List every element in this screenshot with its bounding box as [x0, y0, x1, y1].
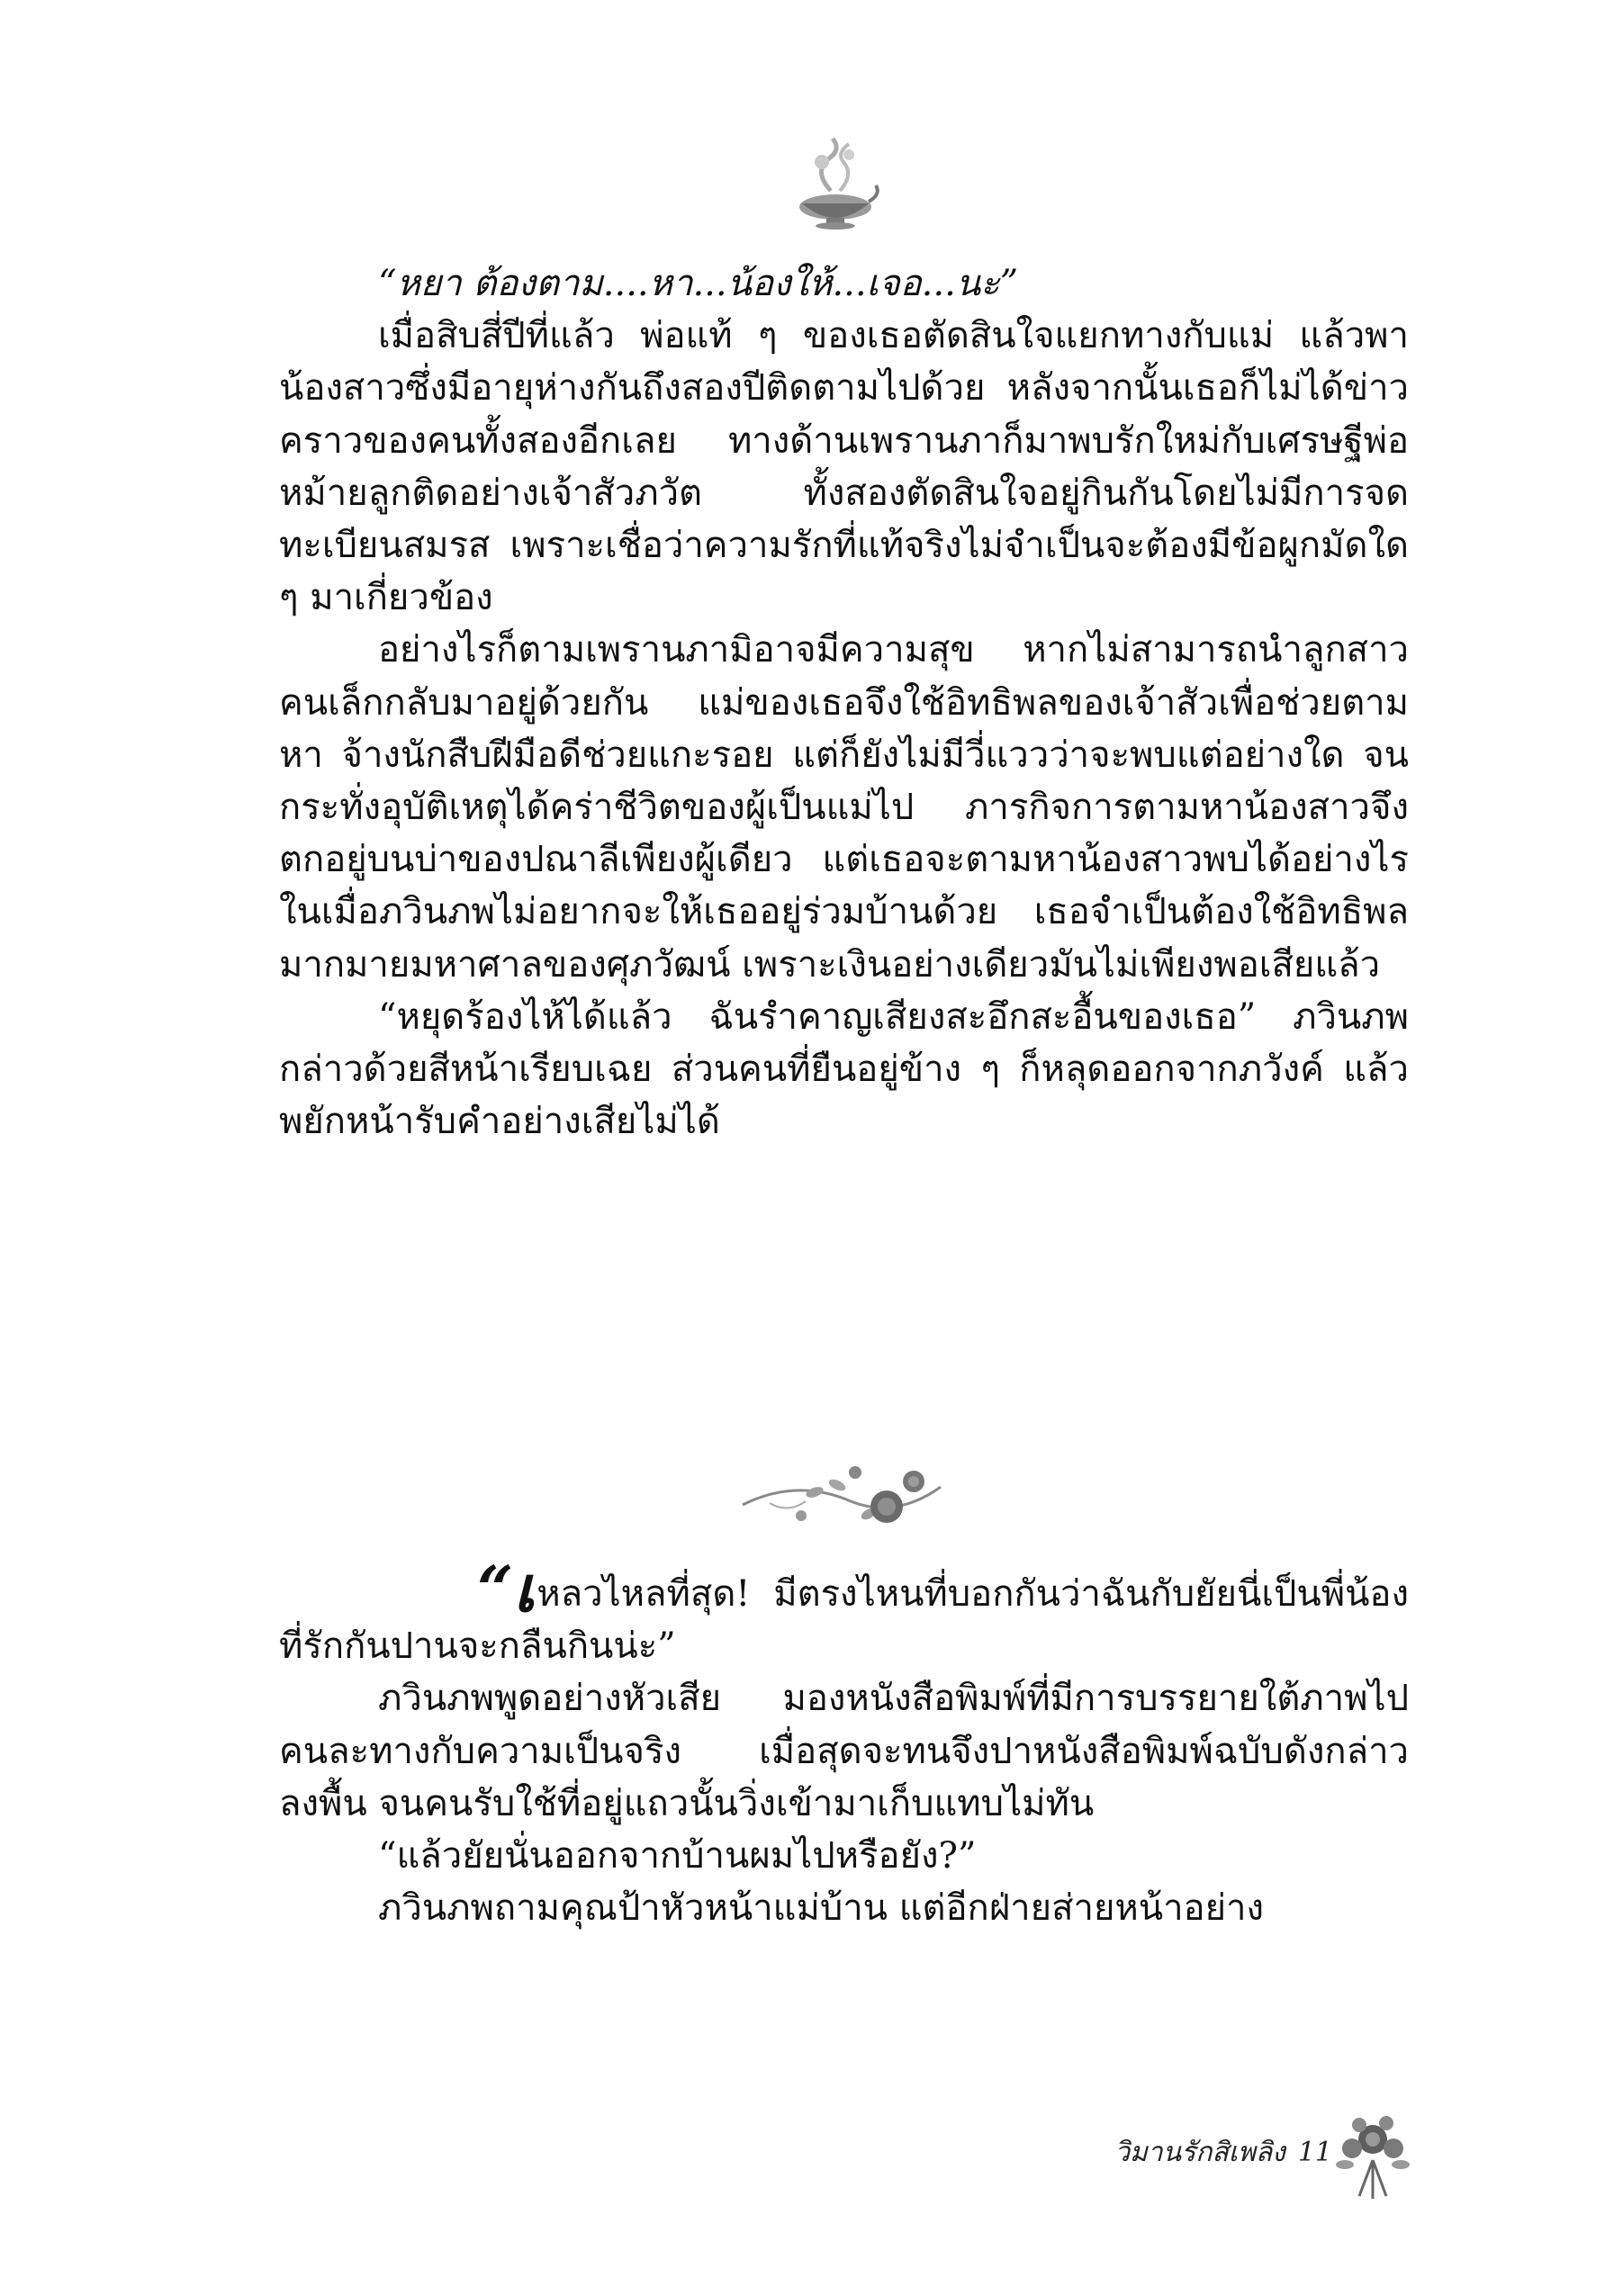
lamp-ornament-icon: [786, 135, 885, 234]
paragraph: “แล้วยัยนั่นออกจากบ้านผมไปหรือยัง?”: [378, 1835, 977, 1877]
drop-cap: “เ: [477, 1552, 536, 1626]
text-block-top: [279, 257, 1409, 1148]
paragraph: เมื่อสิบสี่ปีที่แล้ว พ่อแท้ ๆ ของเธอตัดสินใจแยกทางกับแม่ แล้วพาน้องสาวซึ่งมีอายุห่างกันถึงสองปีติดตามไปด้วย หลังจากนั้นเธอก็ไม่ได้ข่าวคราวของคนทั้งสองอีกเลย ทางด้านเพรานภาก็มาพบรักใหม่กับเศรษฐีพ่อหม้ายลูกติดอย่างเจ้าสัวภวัต ทั้งสองตัดสินใจอยู่กินกันโดยไม่มีการจดทะเบียนสมรส เพราะเชื่อว่าความรักที่แท้จริงไม่จำเป็นจะต้องมีข้อผูกมัดใด ๆ มาเกี่ยวข้อง: [279, 315, 1409, 619]
book-title: วิมานรักสิเพลิง: [1114, 2137, 1285, 2168]
floral-divider-icon: [734, 1451, 950, 1541]
flower-bouquet-icon: [1332, 2111, 1413, 2201]
paragraph: ภวินภพถามคุณป้าหัวหน้าแม่บ้าน แต่อีกฝ่ายส่ายหน้าอย่าง: [378, 1887, 1265, 1930]
page-footer: [954, 2131, 1332, 2174]
paragraph: ภวินภพพูดอย่างหัวเสีย มองหนังสือพิมพ์ที่มีการบรรยายใต้ภาพไปคนละทางกับความเป็นจริง เมื่อสุดจะทนจึงปาหนังสือพิมพ์ฉบับดังกล่าวลงพื้น จนคนรับใช้ที่อยู่แถวนั้นวิ่งเข้ามาเก็บแทบไม่ทัน: [279, 1678, 1409, 1824]
page-number: 11: [1297, 2137, 1332, 2168]
paragraph: [279, 1552, 1409, 1672]
text-block-bottom: [279, 1552, 1409, 1934]
paragraph: อย่างไรก็ตามเพรานภามิอาจมีความสุข หากไม่สามารถนำลูกสาวคนเล็กกลับมาอยู่ด้วยกัน แม่ของเธอจึงใช้อิทธิพลของเจ้าสัวเพื่อช่วยตามหา จ้างนักสืบฝีมือดีช่วยแกะรอย แต่ก็ยังไม่มีวี่แววว่าจะพบแต่อย่างใด จนกระทั่งอุบัติเหตุได้คร่าชีวิตของผู้เป็นแม่ไป ภารกิจการตามหาน้องสาวจึงตกอยู่บนบ่าของปณาลีเพียงผู้เดียว แต่เธอจะตามหาน้องสาวพบได้อย่างไรในเมื่อภวินภพไม่อยากจะให้เธออยู่ร่วมบ้านด้วย เธอจำเป็นต้องใช้อิทธิพลมากมายมหาศาลของศุภวัฒน์ เพราะเงินอย่างเดียวมันไม่เพียงพอเสียแล้ว: [279, 629, 1409, 986]
paragraph-text: หลวไหลที่สุด! มีตรงไหนที่บอกกันว่าฉันกับยัยนี่เป็นพี่น้องที่รักกันปานจะกลืนกินน่ะ”: [279, 1573, 1409, 1668]
paragraph: “หยุดร้องไห้ได้แล้ว ฉันรำคาญเสียงสะอึกสะอื้นของเธอ” ภวินภพกล่าวด้วยสีหน้าเรียบเฉย ส่วนคนที่ยืนอยู่ข้าง ๆ ก็หลุดออกจากภวังค์ แล้วพยักหน้ารับคำอย่างเสียไม่ได้: [279, 995, 1409, 1143]
quote-opening: “หยา ต้องตาม....หา...น้องให้...เจอ...นะ”: [378, 263, 1019, 304]
